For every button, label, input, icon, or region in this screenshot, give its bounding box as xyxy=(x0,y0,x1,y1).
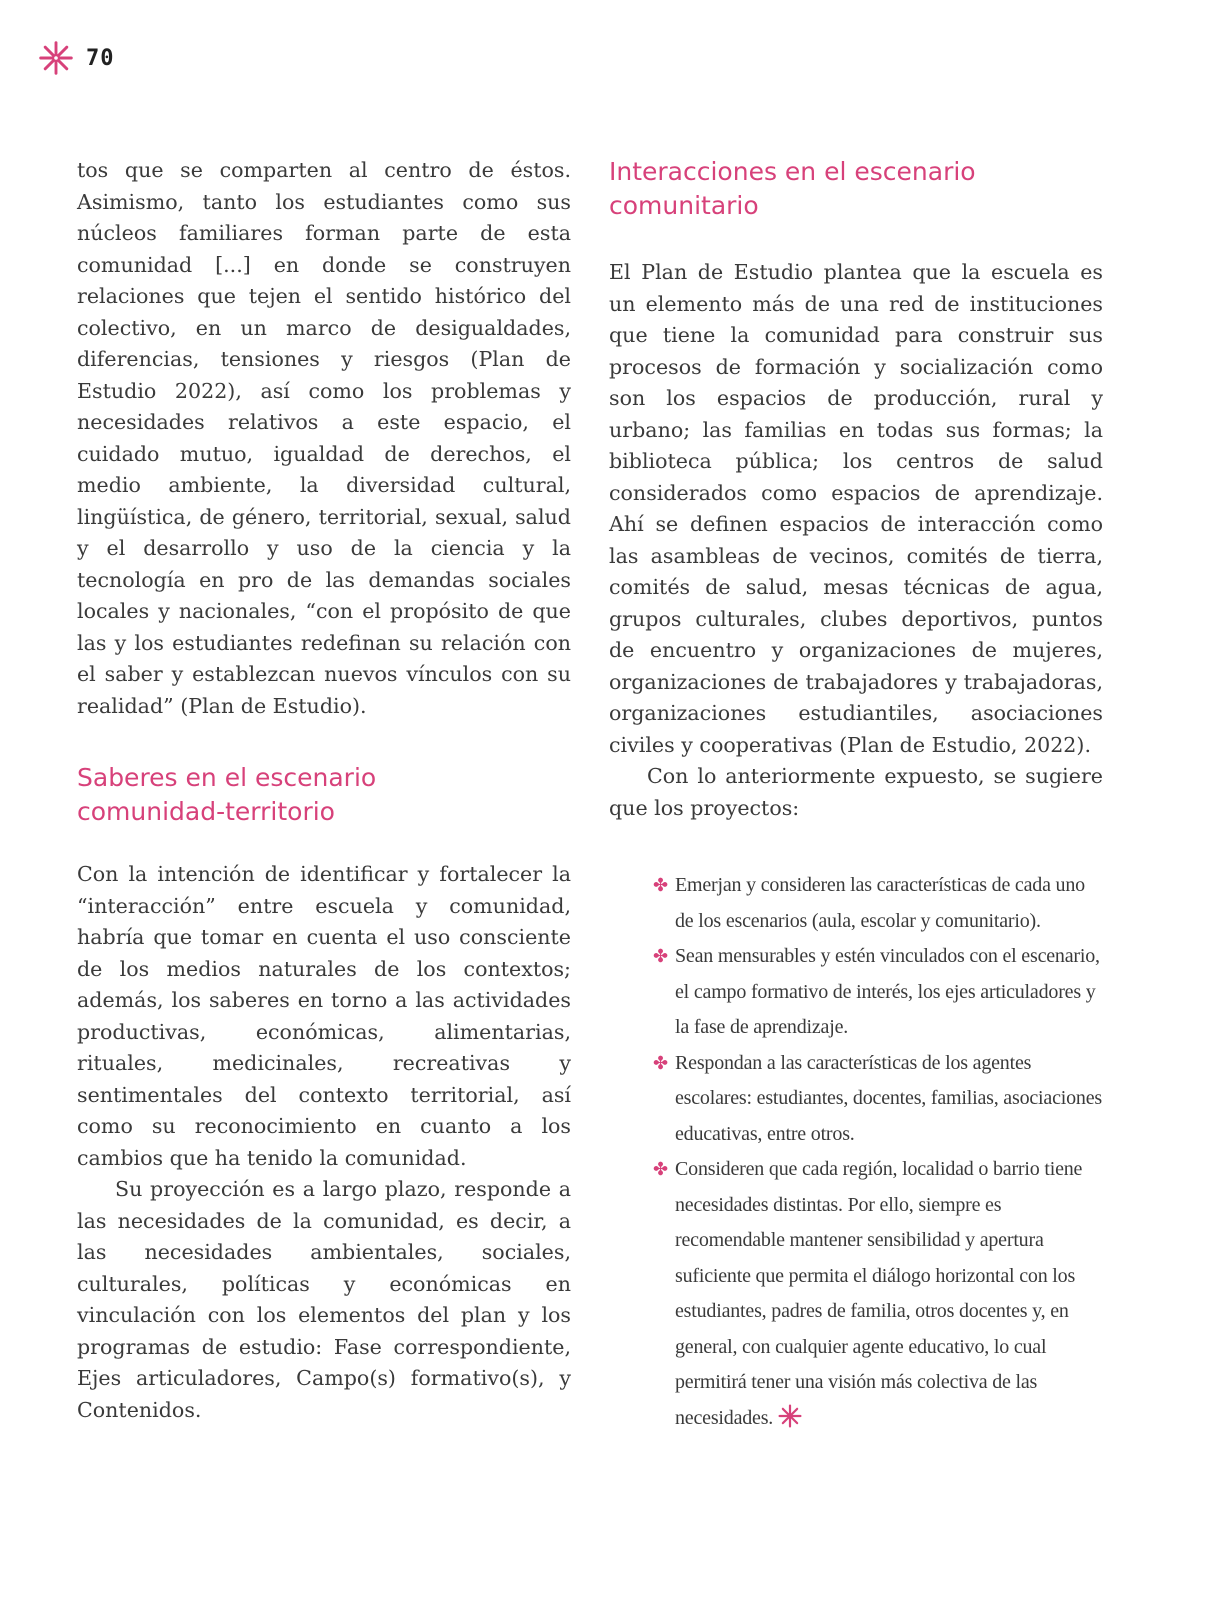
interacciones-paragraph-2: Con lo anteriormente expuesto, se sugiere que los proyectos: xyxy=(609,764,1103,820)
saberes-paragraph-1: Con la intención de identificar y fortalecer la “interacción” entre escuela y comunidad, habría que tomar en cuenta el uso consciente de los medios naturales de los contextos; además, los saberes en torno a las actividades productivas, económicas, alimentarias, rituales, medicinales, recreativas y sentimentales del contexto territorial, así como su reconocimiento en cuanto a los cambios que ha tenido la comunidad. xyxy=(77,862,571,1170)
flower-icon xyxy=(38,40,74,76)
left-column xyxy=(77,155,571,1426)
saberes-heading-line1: Saberes en el escenario xyxy=(77,763,377,792)
list-item-text: Sean mensurables y estén vinculados con el escenario, el campo formativo de interés, los ejes articuladores y la fase de aprendizaje. xyxy=(675,945,1100,1038)
list-item xyxy=(653,868,1103,939)
bullet-icon: ✤ xyxy=(653,1159,668,1180)
page-number: 70 xyxy=(86,45,115,71)
list-item xyxy=(653,1152,1103,1436)
page-header xyxy=(38,40,115,76)
saberes-heading xyxy=(77,761,571,829)
project-list xyxy=(653,868,1103,1436)
list-item xyxy=(653,1046,1103,1153)
end-flower-icon xyxy=(777,1403,803,1429)
list-item-text: Emerjan y consideren las características de cada uno de los escenarios (aula, escolar y comunitario). xyxy=(675,874,1085,932)
list-item-text: Consideren que cada región, localidad o barrio tiene necesidades distintas. Por ello, siempre es recomendable mantener sensibilidad y apertura suficiente que permita el diálogo horizontal con los estudiantes, padres de familia, otros docentes y, en general, con cualquier agente educativo, lo cual permitirá tener una visión más colectiva de las necesidades. xyxy=(675,1158,1083,1429)
intro-paragraph: tos que se comparten al centro de éstos. Asimismo, tanto los estudiantes como sus núcleos familiares forman parte de esta comunidad [...] en donde se construyen relaciones que tejen el sentido histórico del colectivo, en un marco de desigualdades, diferencias, tensiones y riesgos (Plan de Estudio 2022), así como los problemas y necesidades relativos a este espacio, el cuidado mutuo, igualdad de derechos, el medio ambiente, la diversidad cultural, lingüística, de género, territorial, sexual, salud y el desarrollo y uso de la ciencia y la tecnología en pro de las demandas sociales locales y nacionales, “con el propósito de que las y los estudiantes redefinan su relación con el saber y establezcan nuevos vínculos con su realidad” (Plan de Estudio). xyxy=(77,158,571,718)
list-item-text: Respondan a las características de los agentes escolares: estudiantes, docentes, familias, asociaciones educativas, entre otros. xyxy=(675,1051,1102,1145)
bullet-icon: ✤ xyxy=(653,1052,668,1074)
bullet-icon: ✤ xyxy=(653,946,668,967)
bullet-icon: ✤ xyxy=(653,875,668,896)
list-item xyxy=(653,939,1103,1046)
saberes-heading-line2: comunidad-territorio xyxy=(77,797,335,826)
interacciones-heading: Interacciones en el escenario comunitario xyxy=(609,157,976,220)
interacciones-paragraph-1: El Plan de Estudio plantea que la escuela es un elemento más de una red de instituciones que tiene la comunidad para construir sus procesos de formación y socialización como son los espacios de producción, rural y urbano; las familias en todas sus formas; la biblioteca pública; los centros de salud considerados como espacios de aprendizaje. Ahí se definen espacios de interacción como las asambleas de vecinos, comités de tierra, comités de salud, mesas técnicas de agua, grupos culturales, clubes deportivos, puntos de encuentro y organizaciones de mujeres, organizaciones de trabajadores y trabajadoras, organizaciones estudiantiles, asociaciones civiles y cooperativas (Plan de Estudio, 2022). xyxy=(609,260,1103,757)
saberes-paragraph-2: Su proyección es a largo plazo, responde a las necesidades de la comunidad, es decir, a las necesidades ambientales, sociales, culturales, políticas y económicas en vinculación con los elementos del plan y los programas de estudio: Fase correspondiente, Ejes articuladores, Campo(s) formativo(s), y Contenidos. xyxy=(77,1177,571,1422)
right-column xyxy=(609,155,1103,1436)
